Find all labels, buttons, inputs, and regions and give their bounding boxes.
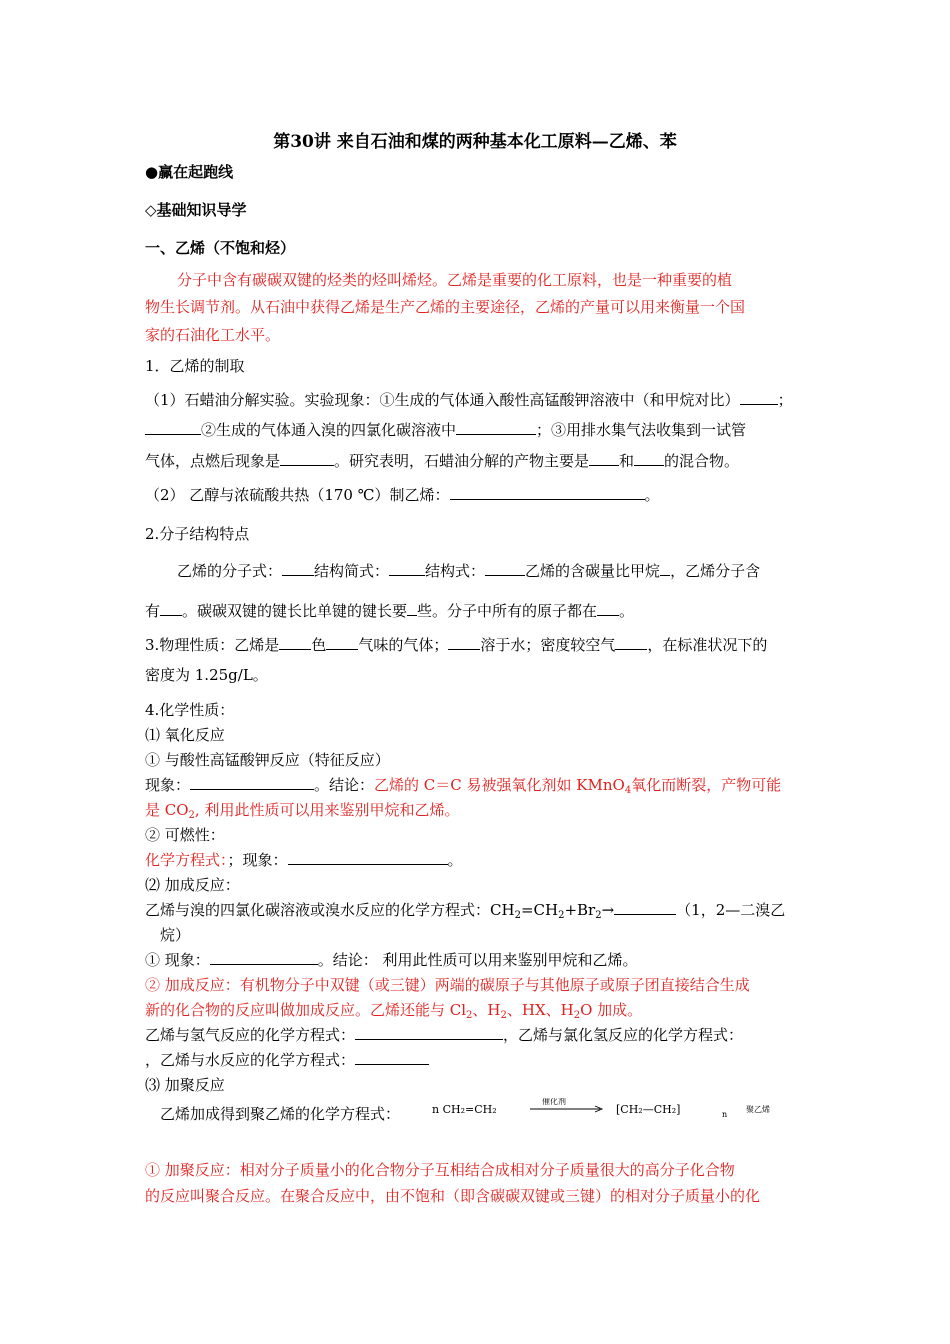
paragraph-line <box>145 1050 429 1070</box>
text: 化学方程式： <box>145 851 228 869</box>
text: 3.物理性质：乙烯是 <box>145 636 280 654</box>
catalyst-label: 催化剂 <box>542 1098 566 1106</box>
paragraph-line <box>145 775 781 795</box>
section-1-title: 1．乙烯的制取 <box>145 357 245 375</box>
text: 乙烯的 C＝C 易被强氧化剂如 KMnO <box>374 776 625 794</box>
paragraph-line <box>145 635 767 655</box>
text: 的混合物。 <box>664 452 740 470</box>
section-2-title: 2.分子结构特点 <box>145 525 250 543</box>
equation-lhs: n CH₂=CH₂ <box>432 1103 497 1116</box>
answer-blank[interactable] <box>389 561 425 576</box>
polymer-n: n <box>722 1110 728 1119</box>
text: 氧化而断裂，产物可能 <box>631 776 782 794</box>
paragraph-line: 乙烯加成得到聚乙烯的化学方程式： <box>160 1105 401 1123</box>
paragraph-line <box>145 420 746 440</box>
paragraph-line: 密度为 1.25g/L。 <box>145 666 268 684</box>
text: 、HX、H <box>506 1001 574 1019</box>
text: 。 <box>644 486 660 504</box>
section-header: ●赢在起跑线 <box>145 163 234 181</box>
answer-blank[interactable] <box>282 561 314 576</box>
answer-blank[interactable] <box>355 1050 429 1065</box>
answer-blank[interactable] <box>589 451 619 466</box>
text: +Br <box>564 901 596 919</box>
text: ②生成的气体通入溴的四氯化碳溶液中 <box>201 421 457 439</box>
paragraph-line: ① 与酸性高锰酸钾反应（特征反应） <box>145 751 390 769</box>
subsection-header: ◇基础知识导学 <box>145 201 247 219</box>
paragraph-line: 的反应叫聚合反应。在聚合反应中，由不饱和（即含碳碳双键或三键）的相对分子质量小的化 <box>145 1187 761 1205</box>
paragraph-line <box>145 1025 743 1045</box>
intro-line-3: 家的石油化工水平。 <box>145 326 281 344</box>
answer-blank[interactable] <box>485 561 525 576</box>
text: 结构简式： <box>314 562 390 580</box>
text: ，乙烯与水反应的化学方程式： <box>145 1051 356 1069</box>
intro-line-2: 物生长调节剂。从石油中获得乙烯是生产乙烯的主要途径，乙烯的产量可以用来衡量一个国 <box>145 298 746 316</box>
text: ，乙烯分子含 <box>670 562 761 580</box>
answer-blank[interactable] <box>326 635 358 650</box>
answer-blank[interactable] <box>660 561 670 576</box>
paragraph-line <box>145 485 660 505</box>
paragraph-line: ② 加成反应：有机物分子中双键（或三键）两端的碳原子与其他原子或原子团直接结合生成 <box>145 976 750 994</box>
text: 。结论： <box>314 776 375 794</box>
paragraph-line: ② 可燃性： <box>145 826 225 844</box>
text: 是 CO <box>145 801 189 819</box>
answer-blank[interactable] <box>615 635 647 650</box>
answer-blank[interactable] <box>190 775 314 790</box>
text: ，乙烯与氯化氢反应的化学方程式： <box>503 1026 744 1044</box>
subsection-addition: ⑵ 加成反应： <box>145 876 240 894</box>
heading-ethylene: 一、乙烯（不饱和烃） <box>145 239 296 257</box>
equation-rhs: [CH₂—CH₂] <box>616 1103 681 1116</box>
text: =CH <box>520 901 559 919</box>
text: 现象： <box>145 776 191 794</box>
text: 。结论： 利用此性质可以用来鉴别甲烷和乙烯。 <box>317 951 638 969</box>
text: 和 <box>619 452 635 470</box>
answer-blank[interactable] <box>597 601 619 616</box>
text: 。 <box>619 602 635 620</box>
text: 溶于水；密度较空气 <box>480 636 616 654</box>
text: → <box>601 901 615 919</box>
text: 乙烯的含碳量比甲烷 <box>525 562 661 580</box>
text: 。碳碳双键的键长比单键的键长要 <box>182 602 408 620</box>
paragraph-line <box>145 950 638 970</box>
polymerization-equation <box>432 1098 812 1122</box>
text: ；现象： <box>227 851 288 869</box>
text: O 加成。 <box>580 1001 643 1019</box>
paragraph-line <box>145 850 463 870</box>
text: （2） 乙醇与浓硫酸共热（170 ℃）制乙烯： <box>145 486 450 504</box>
answer-blank[interactable] <box>160 601 182 616</box>
answer-blank[interactable] <box>145 420 201 435</box>
paragraph-line <box>145 601 634 621</box>
paragraph-line: 新的化合物的反应叫做加成反应。乙烯还能与 $Cl_2$、$H_2$、HX、$H_2O$ 加成。 <box>145 1001 643 1021</box>
text: 乙烯与氢气反应的化学方程式： <box>145 1026 356 1044</box>
paragraph-line <box>177 561 760 581</box>
text: ；③用排水集气法收集到一试管 <box>536 421 747 439</box>
intro-line-1: 分子中含有碳碳双键的烃类的烃叫烯烃。乙烯是重要的化工原料，也是一种重要的植 <box>177 271 733 289</box>
answer-blank[interactable] <box>448 635 480 650</box>
answer-blank[interactable] <box>355 1025 503 1040</box>
subscript: 2 <box>188 810 195 821</box>
text: ； <box>777 391 793 409</box>
answer-blank[interactable] <box>450 485 645 500</box>
text: 气味的气体； <box>358 636 449 654</box>
answer-blank[interactable] <box>407 601 417 616</box>
text: 些。分子中所有的原子都在 <box>417 602 598 620</box>
text: ① 现象： <box>145 951 210 969</box>
text: 。研究表明，石蜡油分解的产物主要是 <box>334 452 590 470</box>
text: 新的化合物的反应叫做加成反应。乙烯还能与 Cl <box>145 1001 467 1019</box>
text: （1）石蜡油分解实验。实验现象：①生成的气体通入酸性高锰酸钾溶液中（和甲烷对比） <box>145 391 740 409</box>
text: 结构式： <box>425 562 486 580</box>
paragraph-line: 烷） <box>160 926 191 944</box>
answer-blank[interactable] <box>456 420 536 435</box>
subsection-oxidation: ⑴ 氧化反应 <box>145 726 225 744</box>
subsection-polymerization: ⑶ 加聚反应 <box>145 1076 225 1094</box>
text: 。 <box>447 851 463 869</box>
section-4-title: 4.化学性质： <box>145 701 235 719</box>
paragraph-line <box>145 390 793 410</box>
answer-blank[interactable] <box>740 390 778 405</box>
answer-blank[interactable] <box>279 635 311 650</box>
paragraph-line: 乙烯与溴的四氯化碳溶液或溴水反应的化学方程式：$CH_2=CH_2+Br_2\to (1$，2—二溴乙 <box>145 901 786 921</box>
text: 气体，点燃后现象是 <box>145 452 281 470</box>
text: 乙烯与溴的四氯化碳溶液或溴水反应的化学方程式：CH <box>145 901 515 919</box>
paragraph-line: ① 加聚反应：相对分子质量小的化合物分子互相结合成相对分子质量很大的高分子化合物 <box>145 1161 735 1179</box>
text: 乙烯的分子式： <box>177 562 283 580</box>
text: , 利用此性质可以用来鉴别甲烷和乙烯。 <box>194 801 460 819</box>
answer-blank[interactable] <box>280 451 334 466</box>
text: ，在标准状况下的 <box>647 636 768 654</box>
product-label: 聚乙烯 <box>746 1105 770 1114</box>
subscript: 4 <box>624 785 632 796</box>
text: （1，2—二溴乙 <box>676 901 786 919</box>
text: 、H <box>472 1001 501 1019</box>
text: 有 <box>145 602 161 620</box>
paragraph-line <box>145 800 459 820</box>
page-title: 第30讲 来自石油和煤的两种基本化工原料—乙烯、苯 <box>273 132 677 152</box>
paragraph-line <box>145 451 739 471</box>
answer-blank[interactable] <box>288 850 448 865</box>
answer-blank[interactable] <box>210 950 318 965</box>
text: 色 <box>311 636 327 654</box>
answer-blank[interactable] <box>614 900 676 915</box>
answer-blank[interactable] <box>634 451 664 466</box>
